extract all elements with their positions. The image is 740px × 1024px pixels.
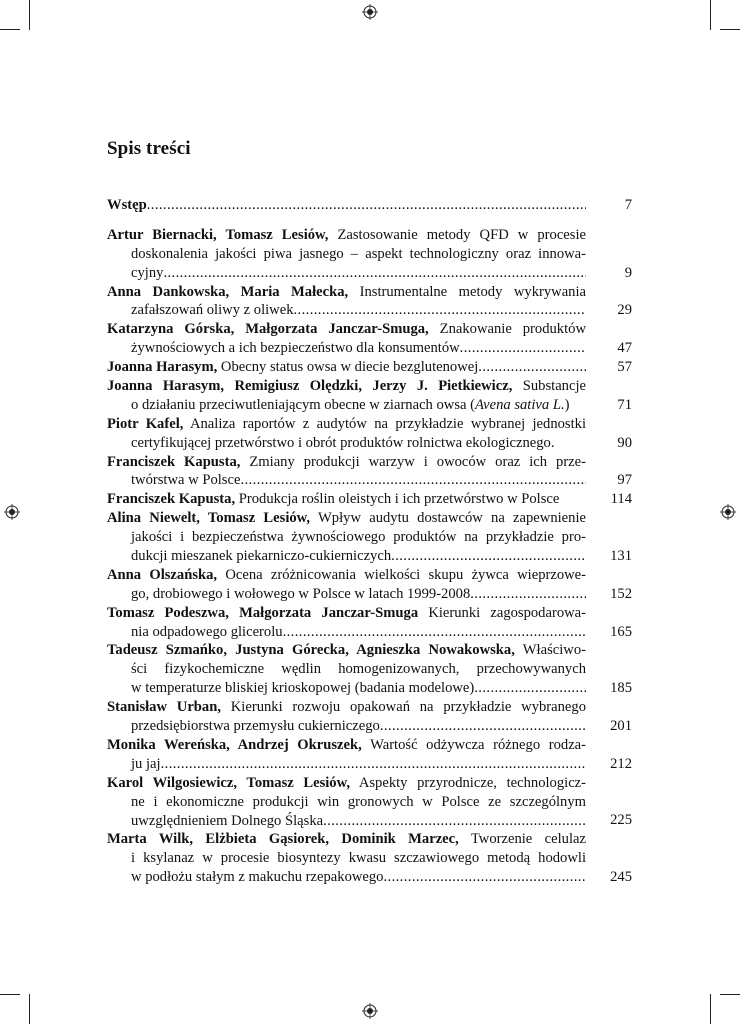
toc-title-text: Właściwo- [514,642,586,659]
toc-entry-wstep[interactable] [107,196,632,215]
leader-dots [380,717,586,736]
toc-line [107,774,632,793]
toc-line [107,528,632,547]
leader-dots [470,585,586,604]
toc-line-text [131,264,163,283]
toc-line [107,679,632,698]
toc-line-text [131,661,586,677]
toc-authors: Anna Olszańska, [107,566,218,583]
toc-title-text: ne i ekonomiczne produkcji win gronowych w Polsce ze szczególnym [131,793,586,810]
toc-line-text [131,547,391,566]
toc-entry-wilk[interactable] [107,830,632,887]
toc-title-text: Obecny status owsa w diecie bezglutenowej [217,359,479,376]
crop-mark-tr-v [710,0,711,30]
registration-mark-right-icon [720,504,736,520]
toc-line [107,868,632,887]
crop-mark-tl-v [29,0,30,30]
toc-line [107,301,632,320]
leader-dots [478,358,586,377]
toc-line [107,830,632,849]
toc-page-number: 212 [610,755,632,772]
toc-title-text: i ksylanaz w procesie biosyntezy kwasu szczawiowego metodą hodowli [131,850,586,867]
toc-line [107,377,632,396]
toc-entry-harasym2[interactable] [107,377,632,415]
toc-line [107,812,632,831]
toc-line-text [131,339,460,358]
crop-mark-tr-h [720,29,740,30]
toc-line-text [107,378,586,394]
toc-line [107,358,632,377]
toc-line [107,339,632,358]
toc-page-number: 9 [624,264,632,281]
toc-line-text [107,699,586,715]
toc-page-number: 7 [624,196,632,213]
toc-line [107,547,632,566]
toc-title-text: Produkcja roślin oleistych i ich przetwórstwo w Polsce [235,491,560,508]
toc-line-text [107,416,586,432]
toc-authors: Joanna Harasym, [107,359,218,376]
toc-line [107,755,632,774]
leader-dots [391,547,586,566]
toc-page-number: 90 [617,434,632,451]
leader-dots [163,264,586,283]
leader-dots [240,471,586,490]
toc-title-text: Zastosowanie metody QFD w procesie [328,226,586,243]
toc-line [107,415,632,434]
toc-title-text: Tworzenie celulaz [458,831,586,848]
toc-entry-dankowska[interactable] [107,283,632,321]
toc-title-text: Zmiany produkcji warzyw i owoców oraz ich prze- [240,453,586,470]
toc-entry-kafel[interactable] [107,415,632,453]
toc-title-text: certyfikującej przetwórstwo i obrót produktów rolnictwa ekologicznego. [131,434,555,451]
toc-authors: Katarzyna Górska, Małgorzata Janczar-Smuga, [107,321,429,338]
toc-title-text: Analiza raportów z audytów na przykładzie wybranej jednostki [183,415,586,432]
leader-dots [294,301,587,320]
toc-line [107,320,632,339]
toc-line-text [131,623,283,642]
toc-page-number: 97 [617,472,632,489]
toc-title-text: uwzględnieniem Dolnego Śląska [131,812,324,829]
toc-line-text [131,529,586,545]
toc-title-text: w temperaturze bliskiej krioskopowej (badania modelowe) [131,680,475,697]
crop-mark-bl-h [0,994,20,995]
toc-line-text [107,605,586,621]
toc-line-text [131,794,586,810]
toc-authors: Anna Dankowska, Maria Małecka, [107,283,349,300]
toc-title-text: Wartość odżywcza różnego rodza- [361,736,587,753]
toc-authors: Tomasz Podeszwa, Małgorzata Janczar-Smuga [107,604,419,621]
toc-line-text [131,246,586,262]
toc-line-text [107,321,586,337]
toc-line [107,641,632,660]
toc-title-text: ści fizykochemiczne wędlin homogenizowanych, przechowywanych [131,661,586,678]
crop-mark-br-v [710,994,711,1024]
toc-title-text: cyjny [131,264,164,281]
toc-line-text [107,510,586,526]
leader-dots [323,812,586,831]
toc-entry-kapusta2[interactable] [107,490,632,509]
toc-line-text [107,196,147,215]
toc-title-text: nia odpadowego glicerolu [131,623,283,640]
toc-line [107,736,632,755]
toc-line-text [131,471,240,490]
toc-line [107,196,632,215]
toc-line-text [107,490,559,509]
toc-line [107,453,632,472]
toc-page-number: 225 [610,812,632,829]
toc-line [107,698,632,717]
toc-title-text: twórstwa w Polsce [131,472,241,489]
toc-line-text [131,434,555,453]
toc-page-number: 57 [617,359,632,376]
leader-dots [161,755,586,774]
toc-entry-werenska[interactable] [107,736,632,774]
registration-mark-left-icon [4,504,20,520]
toc-italic-text: Avena sativa L. [475,396,565,413]
toc-title-text: Znakowanie produktów [428,321,586,338]
toc-line [107,245,632,264]
toc-line [107,604,632,623]
toc-entry-biernacki[interactable] [107,226,632,283]
toc-entry-gorska[interactable] [107,320,632,358]
table-of-contents [107,196,632,887]
toc-line-text [107,227,586,243]
toc-line [107,585,632,604]
toc-entry-szmanko[interactable] [107,641,632,698]
toc-line-text [107,775,586,791]
toc-authors: Alina Niewelt, Tomasz Lesiów, [107,510,311,527]
leader-dots [283,623,586,642]
toc-title-text: Wpływ audytu dostawców na zapewnienie [310,510,586,527]
toc-line-text [131,396,569,415]
toc-entry-urban[interactable] [107,698,632,736]
toc-page-number: 185 [610,680,632,697]
toc-authors: Franciszek Kapusta, [107,453,241,470]
toc-trailing-text: ) [564,396,570,413]
toc-entry-niewelt[interactable] [107,509,632,566]
toc-title-text: Ocena zróżnicowania wielkości skupu żywca wieprzowe- [217,566,586,583]
toc-authors: Joanna Harasym, Remigiusz Olędzki, Jerzy J. Pietkiewicz, [107,378,513,395]
toc-entry-podeszwa[interactable] [107,604,632,642]
toc-title-text: Kierunki rozwoju opakowań na przykładzie wybranego [220,699,586,716]
toc-entry-kapusta1[interactable] [107,453,632,491]
toc-title-text: dukcji mieszanek piekarniczo-cukierniczych [131,548,392,565]
toc-authors: Karol Wilgosiewicz, Tomasz Lesiów, [107,774,350,791]
toc-authors: Franciszek Kapusta, [107,491,236,508]
toc-title-text: ju jaj [131,755,161,772]
toc-title-text: doskonalenia jakości piwa jasnego – aspekt technologiczny oraz innowa- [131,245,586,262]
crop-mark-bl-v [29,994,30,1024]
toc-title-text: o działaniu przeciwutleniającym obecne w ziarnach owsa ( [131,396,476,413]
toc-page-number: 245 [610,869,632,886]
toc-line-text [107,642,586,658]
toc-line [107,396,632,415]
toc-title-text: przedsiębiorstwa przemysłu cukierniczego [131,718,380,735]
toc-line-text [131,850,586,866]
toc-line-text [107,737,586,753]
toc-title-text: w podłożu stałym z makuchu rzepakowego [131,869,384,886]
toc-page-number: 71 [617,396,632,413]
toc-title-text: go, drobiowego i wołowego w Polsce w latach 1999-2008 [131,585,471,602]
toc-line-text [131,755,161,774]
toc-line [107,717,632,736]
toc-page-number: 201 [610,718,632,735]
toc-title-text: Aspekty przyrodnicze, technologicz- [350,774,587,791]
toc-title-text: zafałszowań oliwy z oliwek [131,302,294,319]
toc-line-text [131,679,474,698]
toc-entry-wilgosiewicz[interactable] [107,774,632,831]
toc-authors: Stanisław Urban, [107,699,221,716]
page-title: Spis treści [107,138,191,159]
toc-line [107,471,632,490]
toc-line [107,509,632,528]
toc-line-text [107,454,586,470]
toc-title-text: Substancje [512,378,586,395]
toc-authors: Piotr Kafel, [107,415,184,432]
toc-authors: Monika Wereńska, Andrzej Okruszek, [107,736,362,753]
registration-mark-top-icon [362,4,378,20]
leader-dots [460,339,586,358]
toc-line [107,264,632,283]
toc-line [107,566,632,585]
toc-line [107,623,632,642]
toc-line [107,283,632,302]
registration-mark-bottom-icon [362,1003,378,1019]
toc-line-text [107,831,586,847]
crop-mark-br-h [720,994,740,995]
toc-heading-text: Wstęp [107,197,147,213]
toc-line-text [107,358,478,377]
toc-page-number: 131 [610,548,632,565]
toc-line [107,660,632,679]
toc-line-text [131,301,294,320]
toc-line-text [131,868,383,887]
toc-page-number: 114 [610,491,632,508]
toc-line-text [107,284,586,300]
leader-dots [147,196,586,215]
leader-dots [474,679,586,698]
toc-page-number: 29 [617,302,632,319]
toc-entry-harasym1[interactable] [107,358,632,377]
toc-line [107,849,632,868]
toc-line [107,226,632,245]
toc-line [107,434,632,453]
toc-authors: Artur Biernacki, Tomasz Lesiów, [107,226,329,243]
toc-line-text [131,717,380,736]
toc-authors: Tadeusz Szmańko, Justyna Górecka, Agnieszka Nowakowska, [107,642,515,659]
toc-authors: Marta Wilk, Elżbieta Gąsiorek, Dominik Marzec, [107,831,459,848]
toc-page-number: 165 [610,623,632,640]
toc-line [107,793,632,812]
toc-title-text: żywnościowych a ich bezpieczeństwo dla konsumentów [131,340,460,357]
toc-line-text [131,585,470,604]
toc-entry-olszanska[interactable] [107,566,632,604]
crop-mark-tl-h [0,29,20,30]
leader-dots [383,868,586,887]
toc-page-number: 47 [617,340,632,357]
toc-line [107,490,632,509]
toc-line-text [131,812,323,831]
toc-page-number: 152 [610,585,632,602]
toc-title-text: Kierunki zagospodarowa- [418,604,586,621]
toc-title-text: jakości i bezpieczeństwa żywnościowego produktów na przykładzie pro- [131,529,586,546]
toc-title-text: Instrumentalne metody wykrywania [348,283,586,300]
toc-line-text [107,567,586,583]
